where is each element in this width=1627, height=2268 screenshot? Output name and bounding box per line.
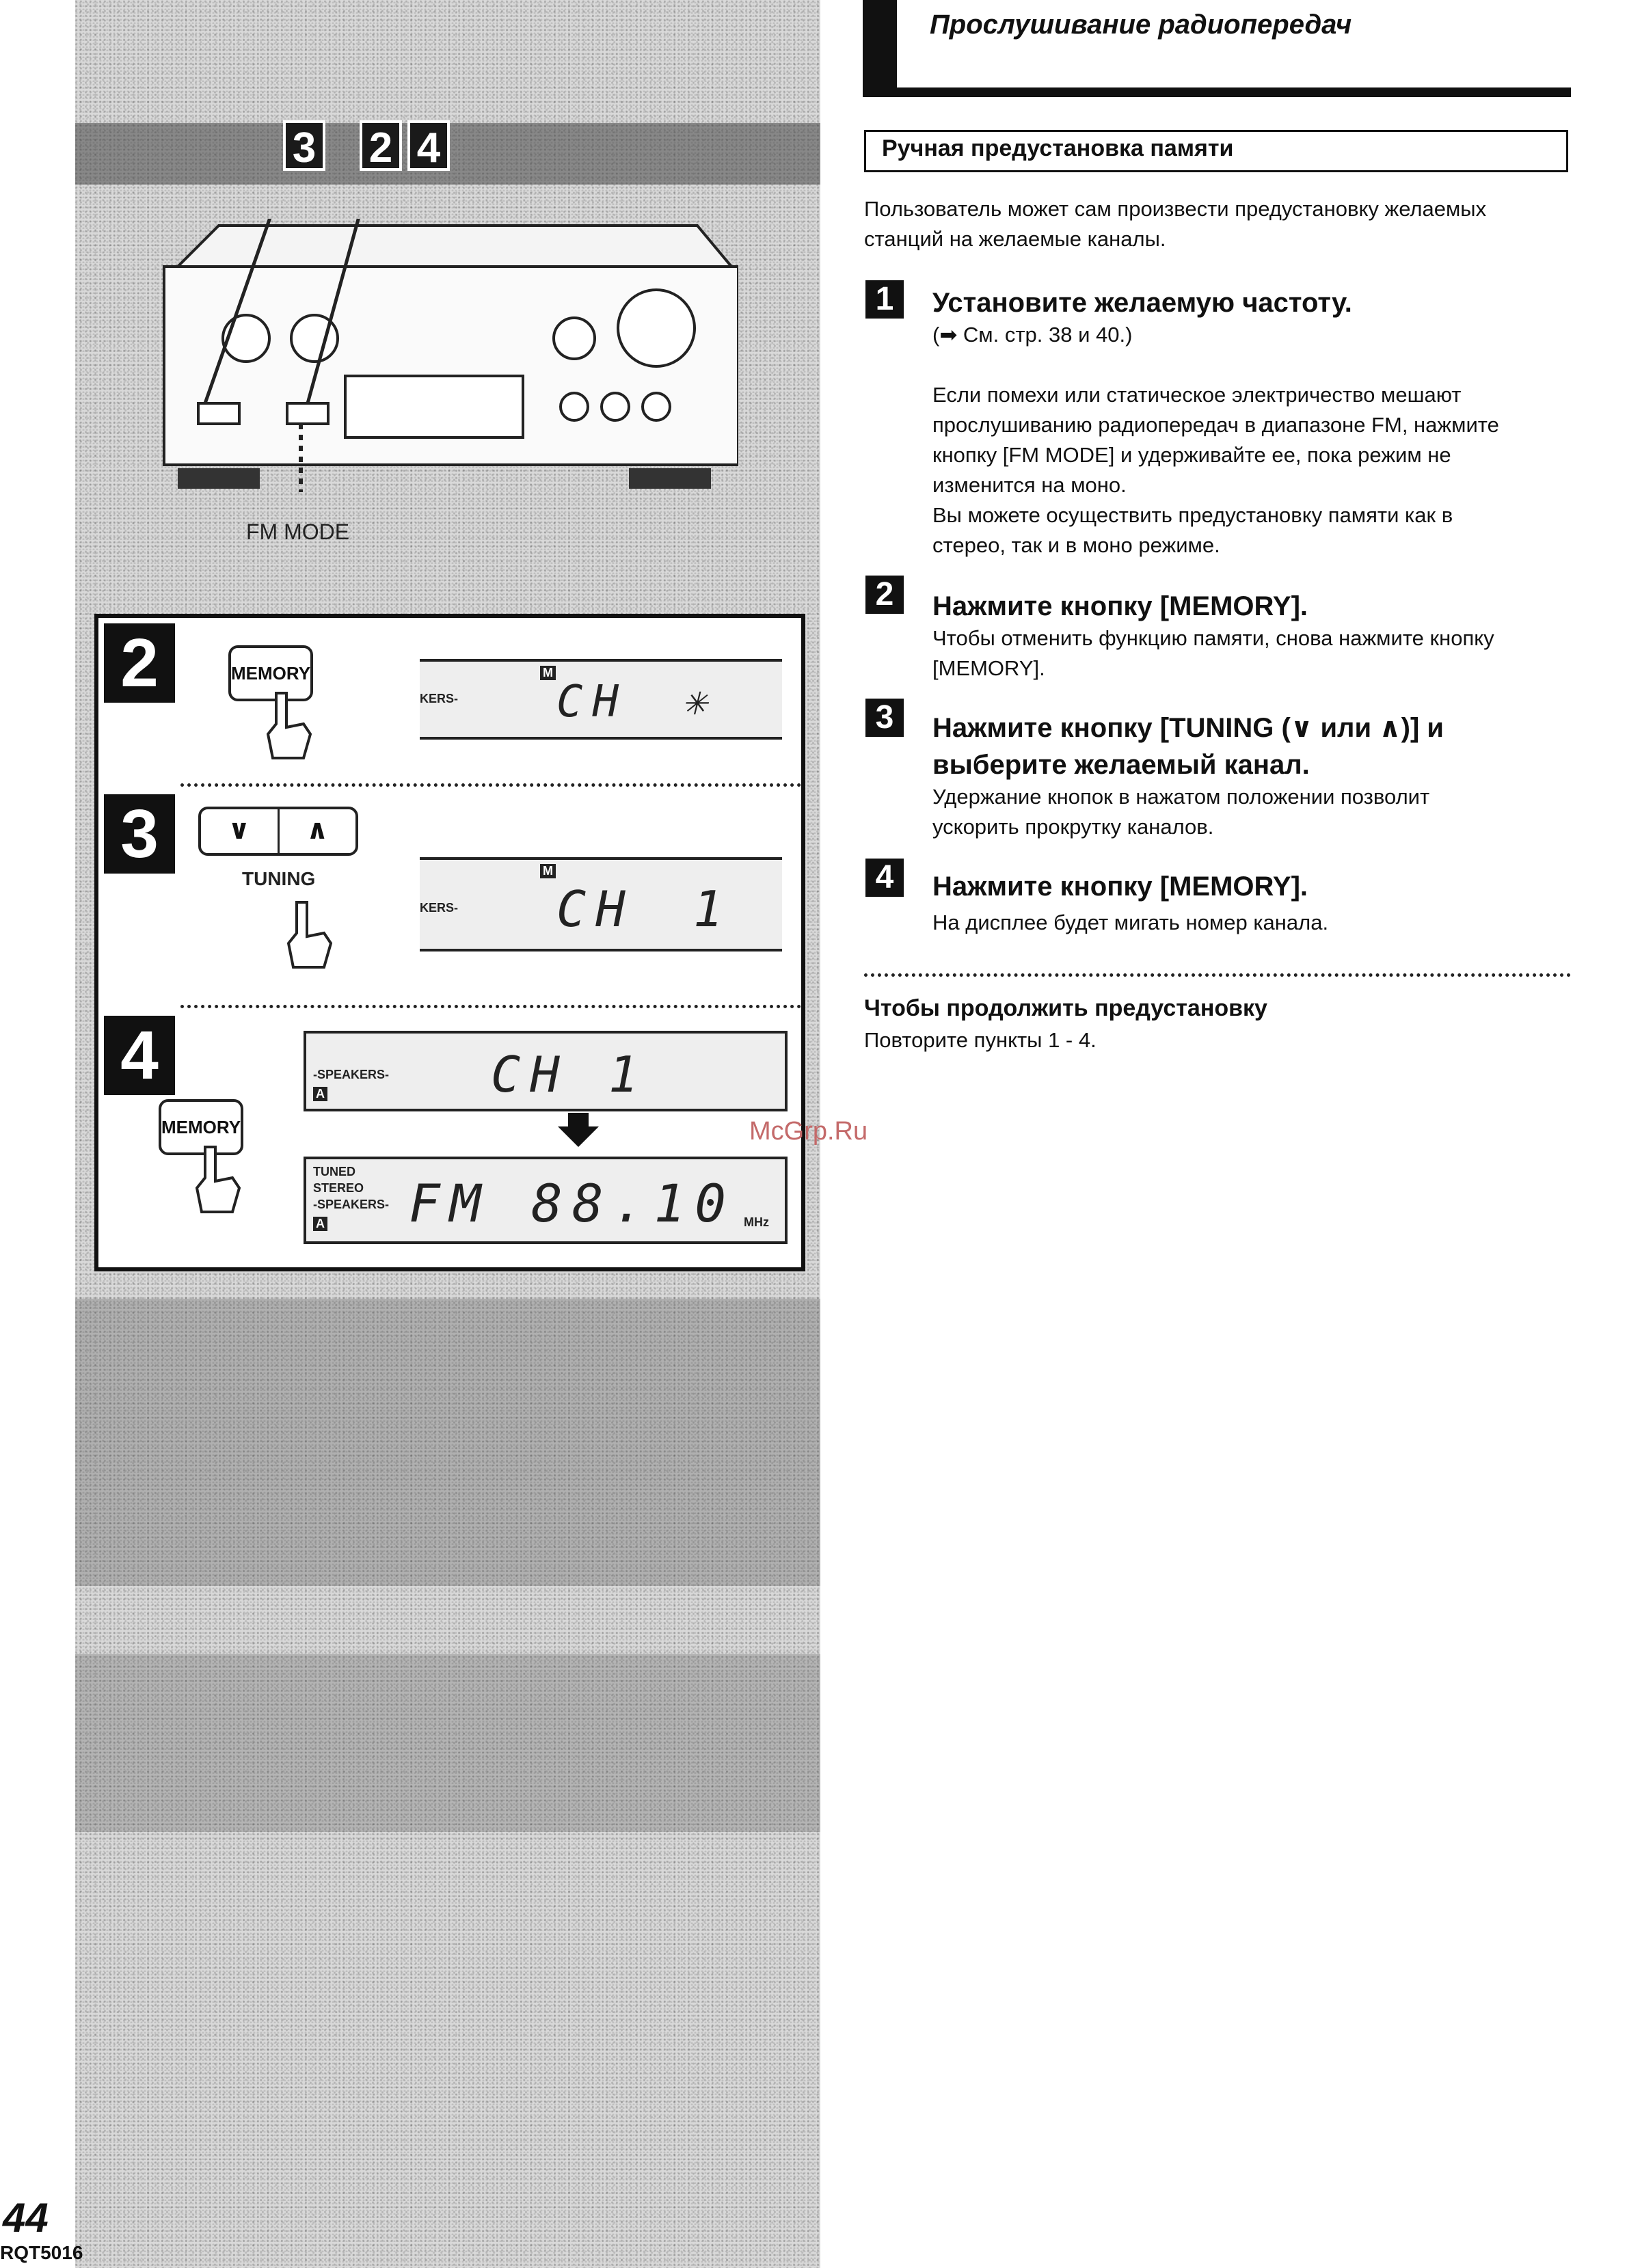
page-number: 44 [3, 2195, 49, 2241]
pressing-hand-icon [283, 895, 338, 971]
panel-step-number: 3 [104, 794, 175, 874]
blink-icon: 1 [693, 880, 733, 938]
panel-row-step-3 [98, 789, 801, 1008]
step-1-body-line: Если помехи или статическое электричество мешают [932, 383, 1462, 407]
step-3-body-line: Удержание кнопок в нажатом положении позволит [932, 785, 1430, 809]
chip-step-4: 4 [407, 120, 450, 171]
panel-step-number: 2 [104, 623, 175, 703]
step-1-number: 1 [865, 280, 904, 319]
stereo-label: STEREO [313, 1181, 364, 1195]
display-frequency [304, 1157, 788, 1244]
tuning-button-group [198, 807, 358, 856]
step-1-body-line: стерео, так и в моно режиме. [932, 533, 1220, 557]
step-2-body-line: [MEMORY]. [932, 656, 1045, 680]
speakers-label: -SPEAKERS- [313, 1198, 390, 1211]
pressing-hand-icon [191, 1140, 246, 1215]
row-separator [180, 1005, 801, 1008]
step-1-heading: Установите желаемую частоту. [932, 288, 1352, 318]
step-3-heading-line: Нажмите кнопку [TUNING (∨ или ∧)] и [932, 713, 1444, 743]
model-code: RQT5016 [0, 2242, 83, 2263]
step-1-body-line: кнопку [FM MODE] и удерживайте ее, пока режим не [932, 443, 1451, 467]
panel-row-step-4 [98, 1010, 801, 1270]
step-1-body-line: изменится на моно. [932, 473, 1127, 497]
row-separator [180, 783, 801, 787]
memory-indicator: M [540, 864, 556, 878]
tuning-down-button[interactable]: ∨ [201, 809, 280, 853]
step-2-body-line: Чтобы отменить функцию памяти, снова нажмите кнопку [932, 626, 1494, 650]
mhz-label: MHz [744, 1215, 769, 1229]
section-divider [864, 973, 1571, 977]
display-ch-text: CH [556, 677, 629, 727]
tuning-label: TUNING [242, 868, 316, 889]
display-ch-selecting [420, 857, 782, 951]
step-4-number: 4 [865, 859, 904, 897]
panel-row-step-2 [98, 618, 801, 782]
tuning-up-button[interactable]: ∧ [306, 815, 329, 845]
blink-icon: ✳ [682, 677, 717, 725]
watermark: McGrp.Ru [749, 1117, 868, 1146]
arrow-down-icon [558, 1113, 599, 1147]
steps-panel [94, 614, 805, 1271]
step-4-heading: Нажмите кнопку [MEMORY]. [932, 872, 1308, 902]
fm-mode-label: FM MODE [246, 519, 350, 544]
panel-step-number: 4 [104, 1016, 175, 1095]
page-title: Прослушивание радиопередач [930, 10, 1352, 40]
chip-step-2: 2 [360, 120, 402, 171]
step-2-heading: Нажмите кнопку [MEMORY]. [932, 591, 1308, 621]
step-4-body-line: На дисплее будет мигать номер канала. [932, 910, 1329, 934]
step-1-body-line: прослушиванию радиопередач в диапазоне FM, нажмите [932, 413, 1499, 437]
speakers-label: KERS- [420, 692, 459, 705]
intro-text: Пользователь может сам произвести предустановку желаемых станций на желаемые каналы. [864, 197, 1487, 251]
header-rule [863, 87, 1571, 97]
speakers-label: -SPEAKERS- [313, 1068, 390, 1081]
scan-noise-band [75, 1654, 820, 1832]
header-accent-block [863, 0, 897, 97]
step-1-reference: (➡ См. стр. 38 и 40.) [932, 323, 1133, 347]
step-3-number: 3 [865, 699, 904, 737]
display-frequency-text: FM 88.10 [409, 1173, 736, 1234]
memory-button[interactable]: MEMORY [228, 645, 313, 701]
continue-heading: Чтобы продолжить предустановку [864, 995, 1267, 1021]
display-ch-blinking [420, 659, 782, 740]
step-1-body-line: Вы можете осуществить предустановку памяти как в [932, 503, 1453, 527]
continue-text: Повторите пункты 1 - 4. [864, 1028, 1097, 1052]
speaker-a-indicator: A [313, 1217, 327, 1231]
tuned-label: TUNED [313, 1165, 355, 1178]
step-3-body-line: ускорить прокрутку каналов. [932, 815, 1214, 839]
step-3-heading-line: выберите желаемый канал. [932, 750, 1310, 780]
display-ch1-text: CH 1 [491, 1046, 648, 1103]
memory-indicator: M [540, 666, 556, 680]
receiver-illustration [157, 219, 738, 492]
step-2-number: 2 [865, 576, 904, 614]
speaker-a-indicator: A [313, 1087, 327, 1101]
scan-noise-band [75, 1299, 820, 1586]
display-ch-text: CH [556, 880, 635, 938]
speakers-label: KERS- [420, 901, 459, 915]
section-title: Ручная предустановка памяти [882, 135, 1234, 161]
display-ch-1 [304, 1031, 788, 1111]
pressing-hand-icon [263, 686, 317, 761]
memory-button[interactable]: MEMORY [159, 1099, 243, 1155]
chip-step-3: 3 [283, 120, 325, 171]
